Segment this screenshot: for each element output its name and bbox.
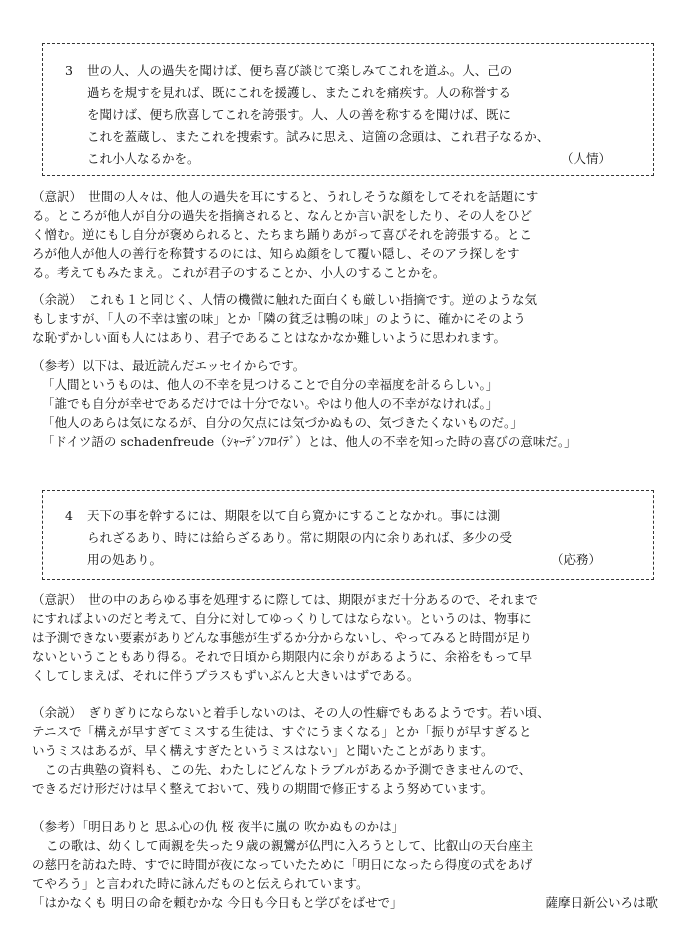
paragraph-line: ぎりぎりにならないと着手しないのは、その人の性癖でもあるようです。若い頃、 (88, 705, 550, 720)
source-label: （人情） (560, 151, 611, 166)
classical-text-line: これを蓋蔵し、またこれを捜索す。試みに思え、這箇の念頭は、これ君子なるか、 (87, 129, 550, 144)
paragraph-line: いうミスはあるが、早く構えすぎたというミスはない」と聞いたことがあります。 (32, 743, 494, 758)
paragraph-line: く憎む。逆にもし自分が褒められると、たちまち踊りあがって喜びそれを誇張する。とこ (32, 227, 533, 242)
classical-text-line: これ小人なるかを。 (87, 151, 200, 166)
paragraph-line: な恥ずかしい面も人にはあり、君子であることはなかなか難しいように思われます。 (32, 330, 507, 345)
reference-section-4 (32, 817, 672, 912)
classical-text-line: 用の処あり。 (87, 552, 163, 567)
paragraph-line: この古典塾の資料も、この先、わたしにどんなトラブルがあるか予測できませんので、 (32, 762, 532, 777)
paragraph-line: る。考えてもみたまえ。これが君子のすることか、小人のすることかを。 (32, 265, 446, 280)
paragraph-line: この歌は、幼くして両親を失った９歳の親鸞が仏門に入ろうとして、比叡山の天台座主 (46, 838, 534, 853)
paragraph-line: テニスで「構えが早すぎてミスする生徒は、すぐにうまくなる」とか「振りが早すぎると (32, 724, 532, 739)
classical-text-line: 天下の事を幹するには、期限を以て自ら寛かにすることなかれ。事には測 (87, 508, 501, 523)
quote-line: 「他人のあらは気になるが、自分の欠点には気づかぬもの、気づきたくないものだ。」 (42, 415, 523, 430)
poem-line: 「明日ありと 思ふ心の仇 桜 夜半に嵐の 吹かぬものかは」 (82, 819, 405, 834)
paragraph-line: 世間の人々は、他人の過失を耳にすると、うれしそうな顔をしてそれを話題にす (88, 189, 539, 204)
paragraph-line: る。ところが他人が自分の過失を指摘されると、なんとか言い訳をしたり、その人をひど (32, 208, 533, 223)
paragraph-line: ろが他人が他人の善行を称賛するのには、知らぬ顔をして覆い隠し、そのアラ探しをす (32, 246, 520, 261)
poem-author: 薩摩日新公いろは歌 (545, 895, 658, 910)
quote-box-3 (42, 43, 654, 176)
poem-line: 「はかなくも 明日の命を頼むかな 今日も今日もと学びをばせで」 (32, 895, 403, 910)
commentary-section-3 (32, 290, 672, 347)
paragraph-line: てやろう」と言われた時に詠んだものと伝えられています。 (32, 876, 369, 891)
translation-section-4 (32, 590, 672, 685)
classical-text-line: 過ちを規すを見れば、既にこれを援護し、またこれを痛疾す。人の称誉する (87, 85, 512, 100)
source-label: （応務） (550, 552, 601, 567)
paragraph-line: の慈円を訪ねた時、すでに時間が夜になっていたために「明日になったら得度の式をあげ (32, 857, 533, 872)
paragraph-line: できるだけ形だけは早く整えておいて、残りの期間で修正するよう努めています。 (32, 781, 494, 796)
commentary-section-4 (32, 703, 672, 798)
quote-line: 「ドイツ語の schadenfreude（ｼｬｰﾃﾞﾝﾌﾛｲﾃﾞ）とは、他人の不幸を知った時の喜びの意味だ。」 (42, 434, 577, 449)
paragraph-line: もしますが、「人の不幸は蜜の味」とか「隣の貧乏は鴨の味」のように、確かにそのよう (32, 311, 526, 326)
classical-text-line: られざるあり、時には給らざるあり。常に期限の内に余りあれば、多少の受 (87, 530, 513, 545)
reference-label: （参考） (32, 358, 83, 373)
quote-box-4 (42, 490, 654, 580)
paragraph-line: は予測できない要素がありどんな事態が生ずるか分からないし、やってみると時間が足り (32, 630, 533, 645)
translation-label: （意訳） (32, 592, 76, 607)
quote-line: 「誰でも自分が幸せであるだけでは十分でない。やはり他人の不幸がなければ。」 (42, 396, 499, 411)
paragraph-line: これも１と同じく、人情の機微に触れた面白くも厳しい指摘です。逆のような気 (88, 292, 538, 307)
translation-section-3 (32, 187, 672, 282)
translation-label: （意訳） (32, 189, 76, 204)
commentary-label: （余説） (32, 705, 76, 720)
paragraph-line: ないということもあり得る。それで日頃から期限内に余りがあるように、余裕をもって早 (32, 649, 533, 664)
reference-intro: 以下は、最近読んだエッセイからです。 (82, 358, 306, 373)
section-number: 4 (65, 508, 73, 523)
quote-line: 「人間というものは、他人の不幸を見つけることで自分の幸福度を計るらしい。」 (42, 377, 499, 392)
classical-text-line: 世の人、人の過失を聞けば、便ち喜び談じて楽しみてこれを道ふ。人、己の (87, 63, 513, 78)
paragraph-line: 世の中のあらゆる事を処理するに際しては、期限がまだ十分あるので、それまで (88, 592, 539, 607)
commentary-label: （余説） (32, 292, 76, 307)
paragraph-line: にすればよいのだと考えて、自分に対してゆっくりしてはならない。というのは、物事に (32, 611, 532, 626)
section-number: 3 (65, 63, 73, 78)
classical-text-line: を聞けば、便ち欣喜してこれを誇張す。人、人の善を称するを聞けば、既に (87, 107, 512, 122)
reference-label: （参考） (32, 819, 83, 834)
reference-section-3 (32, 356, 672, 451)
paragraph-line: くしてしまえば、それに伴うプラスもずいぶんと大きいはずである。 (32, 668, 420, 683)
